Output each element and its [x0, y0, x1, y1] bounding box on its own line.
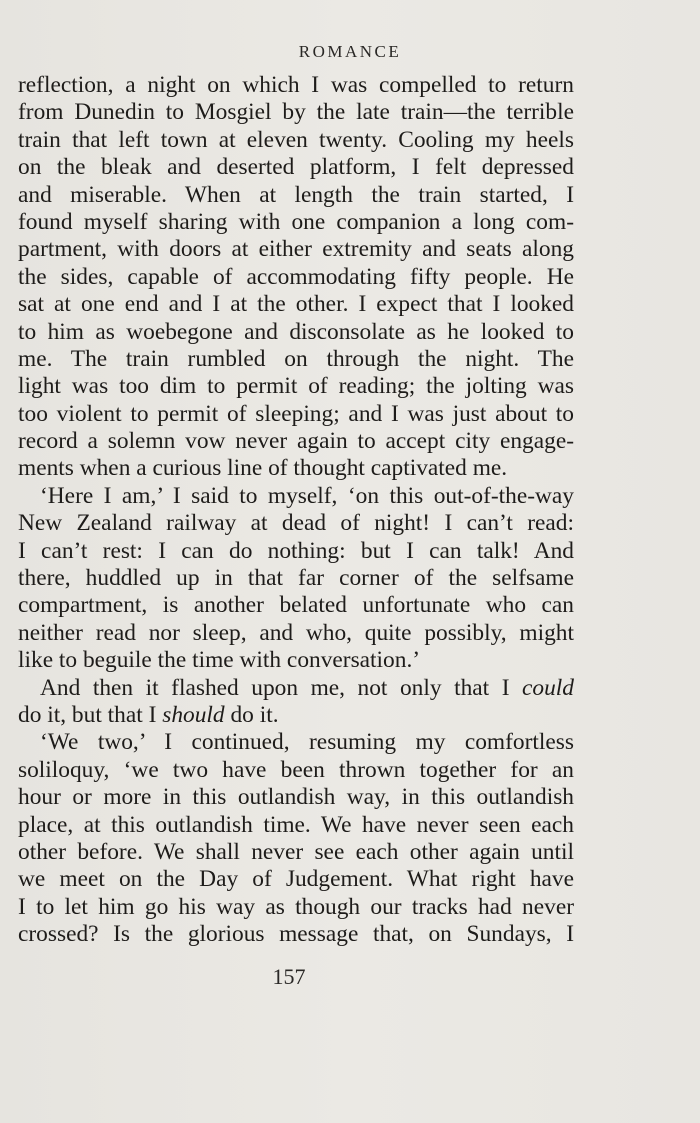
text-line: we meet on the Day of Judgement. What right have: [18, 866, 574, 893]
text-line: New Zealand railway at dead of night! I can’t read:: [18, 510, 574, 537]
text-line: neither read nor sleep, and who, quite possibly, might: [18, 619, 574, 646]
paragraph-end-line: [18, 702, 574, 729]
text-line: other before. We shall never see each other again until: [18, 838, 574, 865]
text-line: crossed? Is the glorious message that, on Sundays, I: [18, 921, 574, 948]
text-line: found myself sharing with one companion a long com-: [18, 208, 574, 235]
text-line: light was too dim to permit of reading; the jolting was: [18, 373, 574, 400]
paragraph-end-line: ments when a curious line of thought captivated me.: [18, 455, 508, 482]
text-line: me. The train rumbled on through the night. The: [18, 345, 574, 372]
paragraph-start-line: ‘Here I am,’ I said to myself, ‘on this out-of-the-way: [40, 482, 574, 509]
text-line: the sides, capable of accommodating fifty people. He: [18, 263, 574, 290]
paragraph-start-line: [18, 675, 574, 702]
text-line: I to let him go his way as though our tracks had never: [18, 893, 574, 920]
text-line: to him as woebegone and disconsolate as he looked to: [18, 318, 574, 345]
text-line: from Dunedin to Mosgiel by the late train—the terrible: [18, 99, 574, 126]
italic-emphasis: could: [522, 674, 574, 701]
text-line: there, huddled up in that far corner of the selfsame: [18, 565, 574, 592]
text-line: record a solemn vow never again to accept city engage-: [18, 428, 574, 455]
text-line: on the bleak and deserted platform, I felt depressed: [18, 154, 574, 181]
text-segment: do it, but that I: [18, 701, 163, 728]
paragraph-end-line: like to beguile the time with conversation.’: [18, 647, 421, 674]
text-line: too violent to permit of sleeping; and I was just about to: [18, 400, 574, 427]
page-number: 157: [272, 964, 306, 989]
text-line: soliloquy, ‘we two have been thrown together for an: [18, 756, 574, 783]
running-head: ROMANCE: [298, 42, 402, 61]
text-line: reflection, a night on which I was compelled to return: [18, 72, 574, 98]
text-segment: And then it flashed upon me, not only that I: [40, 674, 523, 701]
text-line: partment, with doors at either extremity and seats along: [18, 236, 574, 263]
paragraph-start-line: ‘We two,’ I continued, resuming my comfortless: [40, 729, 574, 756]
text-line: sat at one end and I at the other. I expect that I looked: [18, 291, 574, 318]
text-line: place, at this outlandish time. We have never seen each: [18, 811, 574, 838]
body-text: [18, 72, 574, 949]
text-line: compartment, is another belated unfortunate who can: [18, 592, 574, 619]
text-line: and miserable. When at length the train started, I: [18, 181, 574, 208]
italic-emphasis: should: [162, 701, 225, 728]
text-segment: do it.: [224, 701, 279, 728]
text-line: hour or more in this outlandish way, in this outlandish: [18, 784, 574, 811]
text-line: train that left town at eleven twenty. Cooling my heels: [18, 126, 574, 153]
text-line: I can’t rest: I can do nothing: but I can talk! And: [18, 537, 574, 564]
